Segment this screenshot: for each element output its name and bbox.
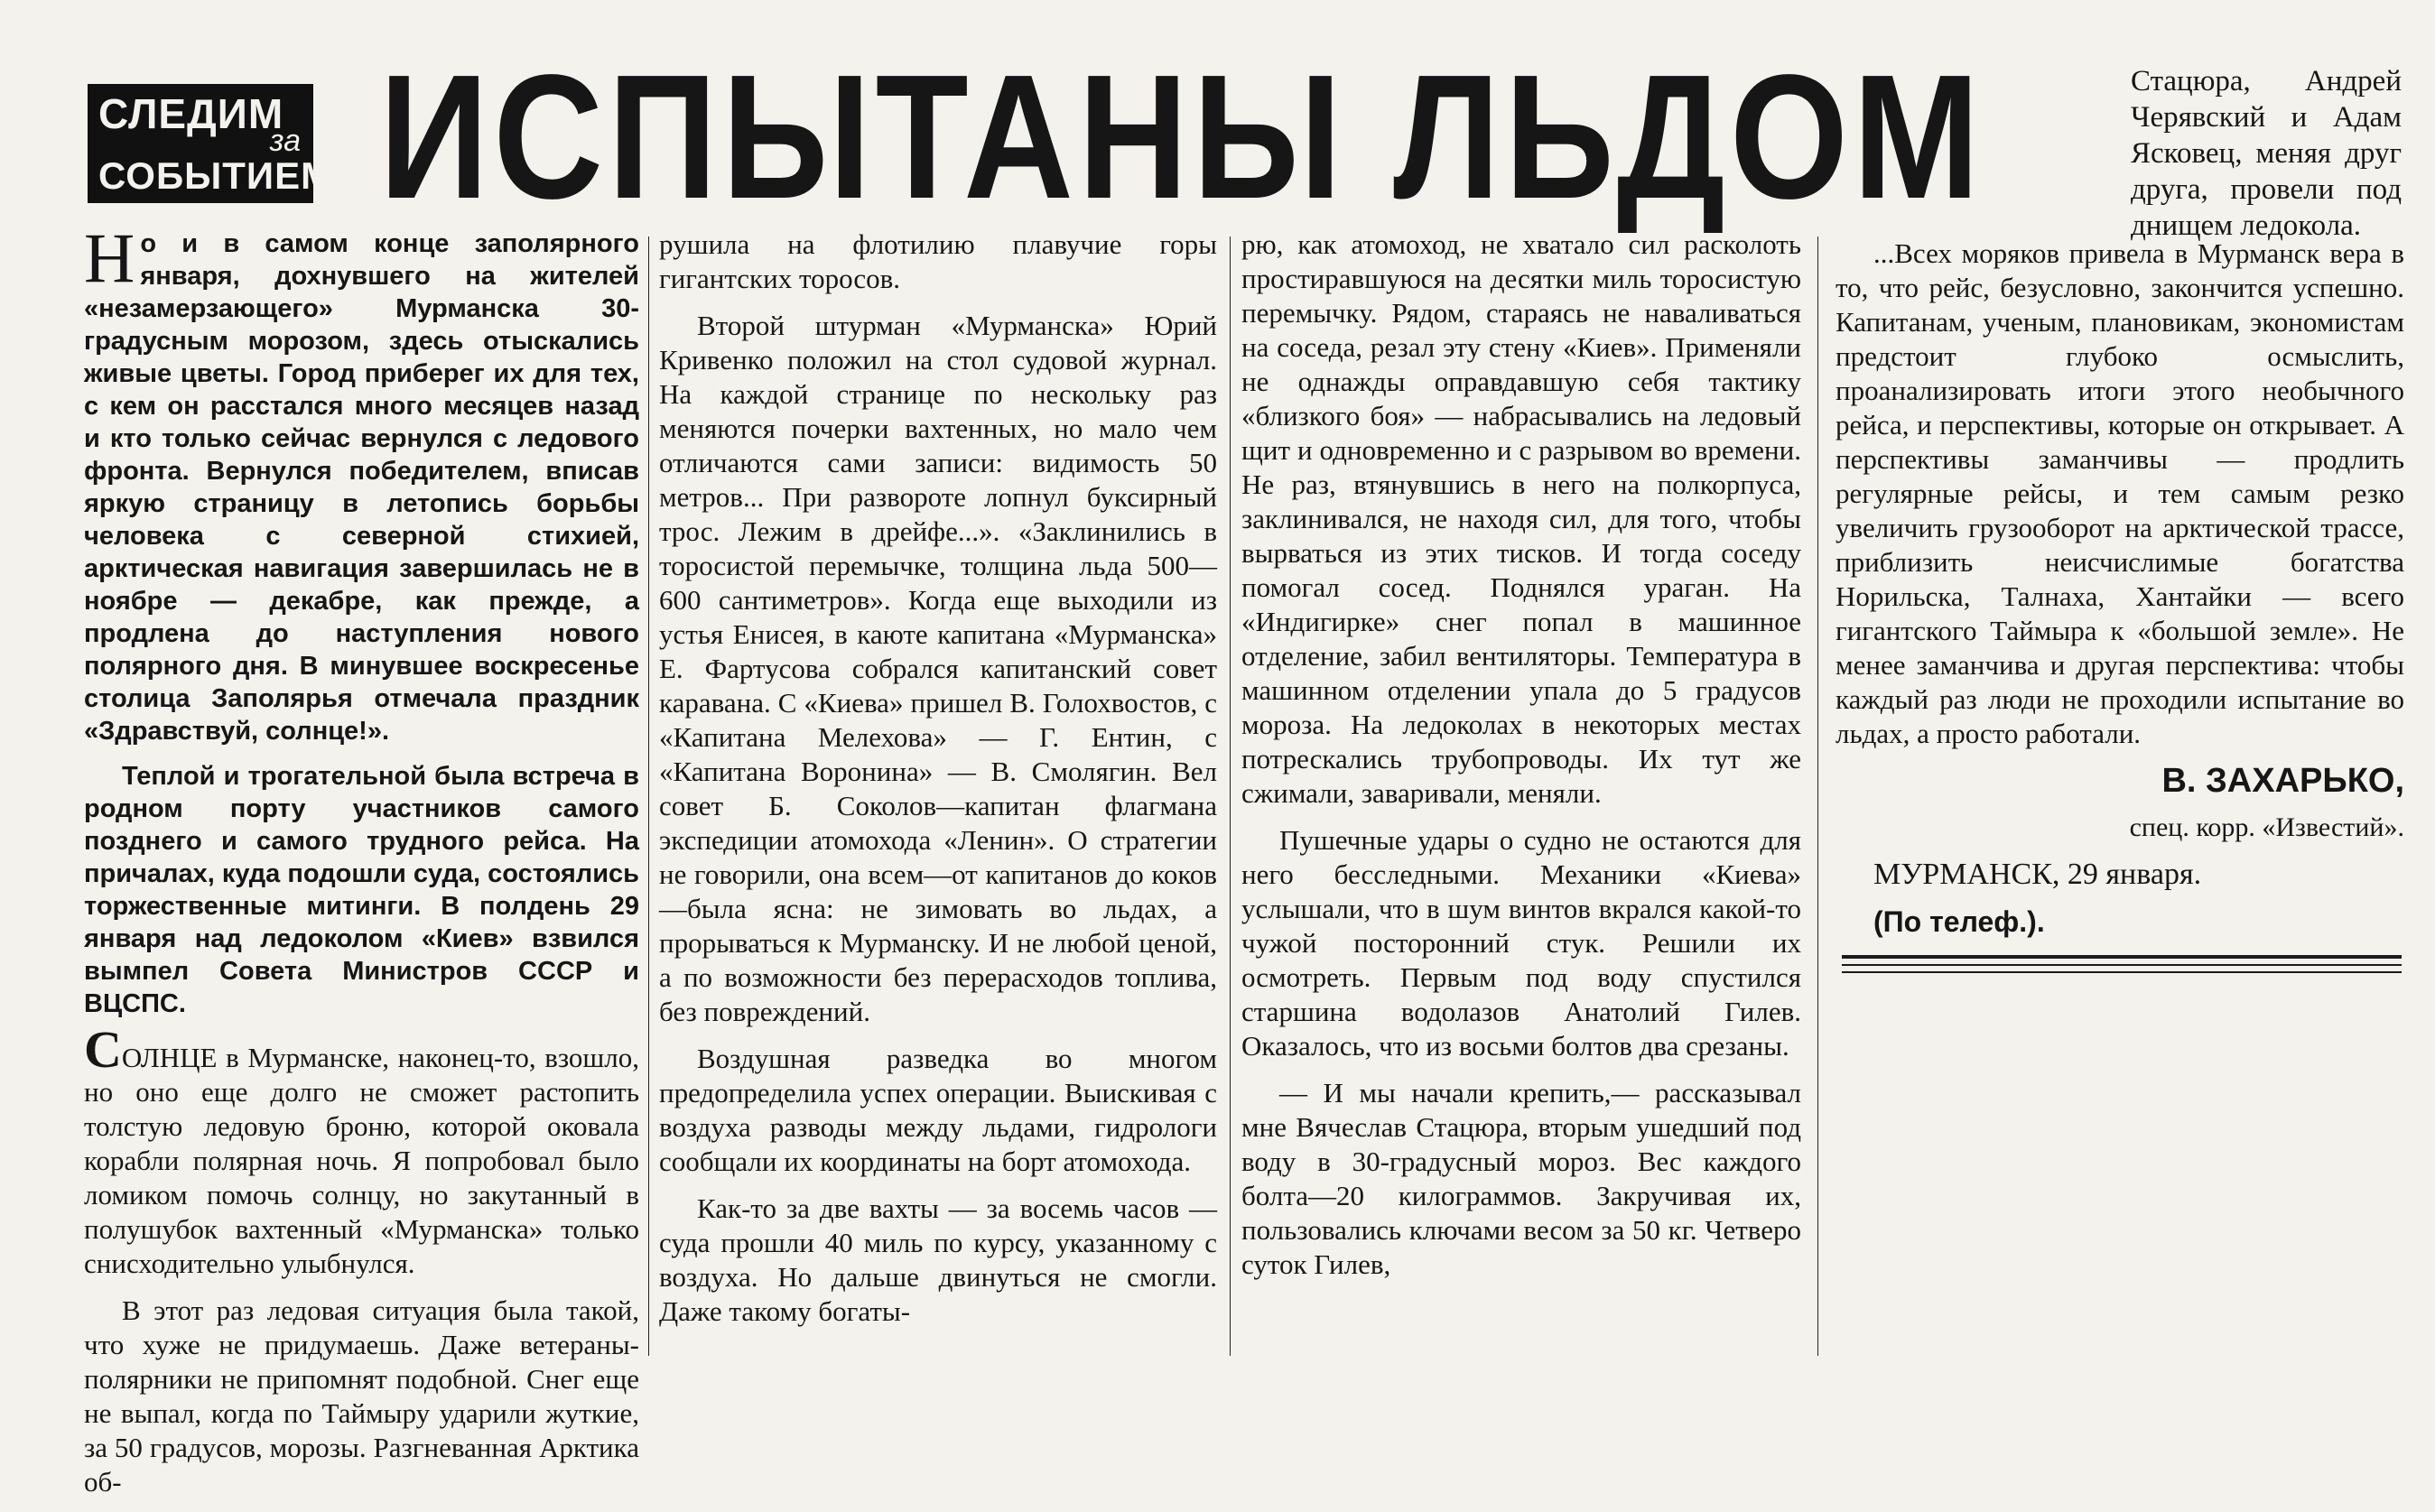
- drop-cap: Н: [84, 218, 135, 297]
- column-extension-top: [2131, 63, 2402, 244]
- lead-paragraph: [84, 218, 639, 747]
- lead-text: о и в самом конце заполярного января, дохнувшего на жителей «незамерзающего» Мурманска 30-градусным морозом, здесь отыскались живые цветы. Город приберег их для тех, с кем он расстался много месяцев назад и кто только сейчас вернулся с ледового фронта. Вернулся победителем, вписав яркую страницу в летопись борьбы человека с северной стихией, арктическая навигация завершилась не в ноябре — декабре, как прежде, а продлена до наступления нового полярного дня. В минувшее воскресенье столица Заполярья отмечала праздник «Здравствуй, солнце!».: [84, 229, 639, 746]
- rubric-logo-line1: СЛЕДИМ: [98, 90, 284, 137]
- dateline: МУРМАНСК, 29 января.: [1873, 858, 2202, 891]
- column-2: [659, 227, 1217, 1341]
- column-1: [84, 218, 639, 1512]
- column-3: [1241, 227, 1801, 1294]
- article-headline: ИСПЫТАНЫ ЛЬДОМ: [379, 38, 1984, 236]
- extension-text: Стацюра, Андрей Черявский и Адам Ясковец, меняя друг друга, провели под днищем ледокола.: [2131, 65, 2402, 242]
- closing-rule-thick: [1842, 955, 2402, 959]
- paragraph: В этот раз ледовая ситуация была такой, что хуже не придумаешь. Даже ветераны-полярники не припомнят подобной. Снег еще не выпал, когда по Таймыру ударили жуткие, за 50 градусов, морозы. Разгневанная Арктика об-: [84, 1294, 639, 1498]
- lead-paragraph-2: Теплой и трогательной была встреча в родном порту участников самого позднего и самого трудного рейса. На причалах, куда подошли суда, состоялись торжественные митинги. В полдень 29 января над ледоколом «Киев» взвился вымпел Совета Министров СССР и ВЦСПС.: [84, 762, 639, 1018]
- paragraph: ...Всех моряков привела в Мурманск вера в то, что рейс, безусловно, закончится успешно. Капитанам, ученым, плановикам, экономистам предстоит глубоко осмыслить, проанализировать итоги этого необычного рейса, и перспективы, которые он открывает. А перспективы заманчивы — продлить регулярные рейсы, и тем самым резко увеличить грузооборот на арктической трассе, приблизить неисчислимые богатства Норильска, Талнаха, Хантайки — всего гигантского Таймыра к «большой земле». Не менее заманчива и другая перспектива: чтобы каждый раз люди не проходили испытание во льдах, а просто работали.: [1836, 237, 2404, 749]
- paragraph: Второй штурман «Мурманска» Юрий Кривенко положил на стол судовой журнал. На каждой странице по нескольку раз меняются почерки вахтенных, но мало чем отличаются сами записи: видимость 50 метров... При развороте лопнул буксирный трос. Лежим в дрейфе...». «Заклинились в торосистой перемычке, толщина льда 500—600 сантиметров». Когда еще выходили из устья Енисея, в каюте капитана «Мурманска» Е. Фартусова собрался капитанский совет каравана. С «Киева» пришел В. Голохвостов, с «Капитана Мелехова» — Г. Ентин, с «Капитана Воронина» — В. Смолягин. Вел совет Б. Соколов—капитан флагмана экспедиции атомохода «Ленин». О стратегии не говорили, она всем—от капитанов до коков—была ясна: не зимовать во льдах, а прорываться к Мурманску. И не любой ценой, а по возможности без перерасходов топлива, без повреждений.: [659, 310, 1217, 1027]
- author-signature: В. ЗАХАРЬКО,: [2161, 762, 2404, 800]
- paragraph: Пушечные удары о судно не остаются для него бесследными. Механики «Киева» услышали, что в шум винтов вкрался какой-то чужой посторонний стук. Решили их осмотреть. Первым под воду спустился старшина водолазов Анатолий Гилев. Оказалось, что из восьми болтов два срезаны.: [1241, 824, 1801, 1062]
- paragraph-text: ОЛНЦЕ в Мурманске, наконец-то, взошло, но оно еще долго не сможет растопить толстую ледовую броню, которой оковала корабли полярная ночь. Я попробовал было ломиком помочь солнцу, но закутанный в полушубок вахтенный «Мурманска» только снисходительно улыбнулся.: [84, 1042, 639, 1279]
- column-divider: [1817, 237, 1818, 1356]
- paragraph: Как-то за две вахты — за восемь часов — суда прошли 40 миль по курсу, указанному с воздуха. Но дальше двинуться не смогли. Даже такому богаты-: [659, 1192, 1217, 1327]
- paragraph: рушила на флотилию плавучие горы гигантских торосов.: [659, 228, 1217, 294]
- column-divider: [1230, 237, 1231, 1356]
- author-role: спец. корр. «Известий».: [2129, 812, 2404, 842]
- rubric-logo: [88, 84, 334, 203]
- paragraph: — И мы начали крепить,— рассказывал мне Вячеслав Стацюра, вторым ушедший под воду в 30-градусный мороз. Вес каждого болта—20 килограммов. Закручивая их, пользовались ключами весом за 50 кг. Четверо суток Гилев,: [1241, 1077, 1801, 1280]
- paragraph: рю, как атомоход, не хватало сил расколоть простиравшуюся на десятки миль торосистую перемычку. Рядом, стараясь не наваливаться на соседа, резал эту стену «Киев». Применяли не однажды оправдавшую себя тактику «близкого боя» — набрасывались на ледовый щит и одновременно и с разрывом во времени. Не раз, втянувшись в него на полкорпуса, заклинивался, не находя сил, для того, чтобы вырваться из этих тисков. И тогда соседу помогал сосед. Поднялся ураган. На «Индигирке» снег попал в машинное отделение, забил вентиляторы. Температура в машинном отделении упала до 5 градусов мороза. На ледоколах в некоторых местах потрескались трубопроводы. Их тут же сжимали, заваривали, меняли.: [1241, 228, 1801, 809]
- rubric-logo-line2: за: [269, 124, 301, 158]
- paragraph: [84, 1020, 639, 1281]
- column-4: [1836, 237, 2404, 951]
- rubric-logo-line3: СОБЫТИЕМ: [98, 154, 334, 197]
- closing-rule-thin: [1842, 964, 2402, 966]
- dispatch-note: (По телеф.).: [1873, 905, 2045, 938]
- initial-cap: С: [84, 1020, 122, 1079]
- paragraph: Воздушная разведка во многом предопределила успех операции. Выискивая с воздуха разводы между льдами, гидрологи сообщали их координаты на борт атомохода.: [659, 1043, 1217, 1177]
- closing-rule-thin: [1842, 971, 2402, 973]
- column-divider: [648, 237, 649, 1356]
